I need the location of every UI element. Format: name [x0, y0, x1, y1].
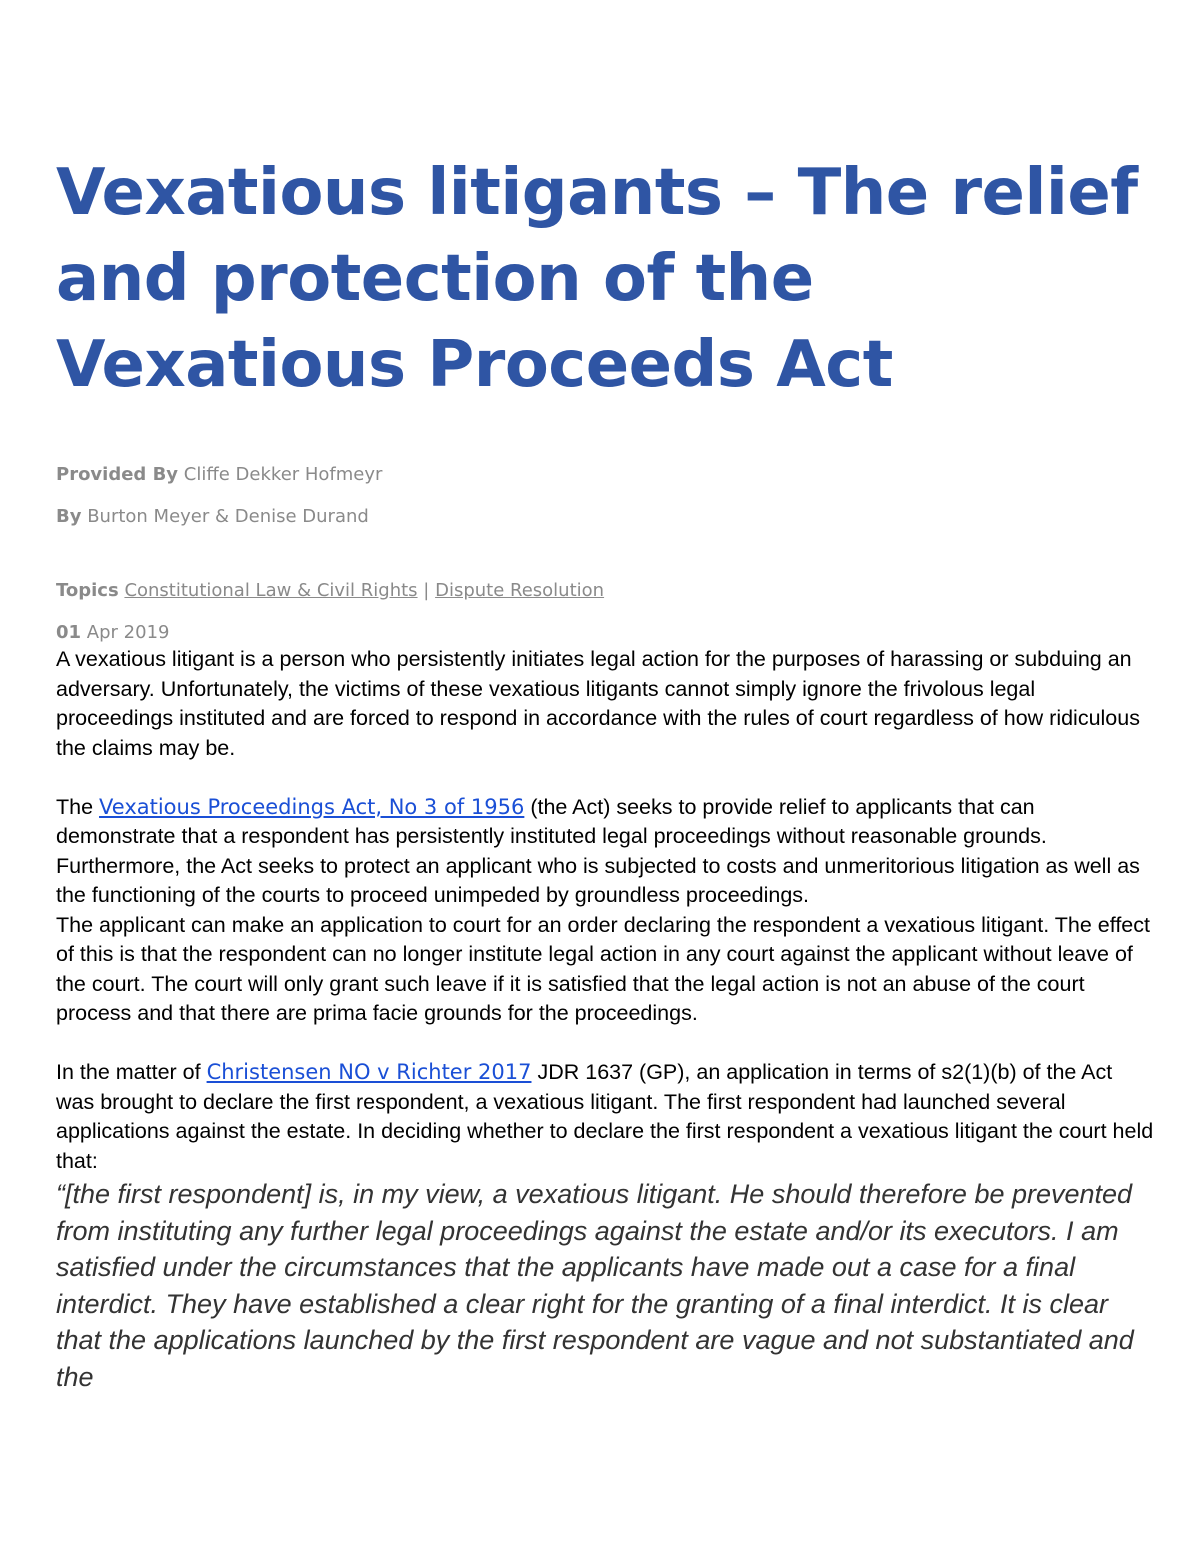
topics: [56, 579, 1156, 603]
publish-date-month-year: Apr 2019: [86, 622, 170, 643]
provided-by-label: Provided By: [56, 464, 179, 485]
court-quote: “[the first respondent] is, in my view, a vexatious litigant. He should therefore be prevented from instituting any further legal proceedings against the estate and/or its executors. I am satisfied under the circumstances that the applicants have made out a case for a final interdict. They have established a clear right for the granting of a final interdict. It is clear that the applications launched by the first respondent are vague and not substantiated and the: [56, 1179, 1134, 1392]
authors-label: By: [56, 506, 82, 527]
authors: [56, 505, 1156, 529]
provider-name: Cliffe Dekker Hofmeyr: [183, 464, 383, 485]
topics-separator: |: [423, 580, 430, 601]
author-names: Burton Meyer & Denise Durand: [87, 506, 369, 527]
paragraph-2-text: (the Act) seeks to provide relief to applicants that can demonstrate that a respondent has persistently instituted legal proceedings without reasonable grounds. Furthermore, the Act seeks to protect an applicant who is subjected to costs and unmeritorious litigation as well as the functioning of the courts to proceed unimpeded by groundless proceedings.: [56, 794, 1140, 907]
article-title: Vexatious litigants – The relief and protection of the Vexatious Proceeds Act: [56, 156, 1138, 402]
paragraph-4-text: JDR 1637 (GP), an application in terms of s2(1)(b) of the Act was brought to declare the first respondent, a vexatious litigant. The first respondent had launched several applications against the estate. In deciding whether to declare the first respondent a vexatious litigant the court held that:: [56, 1060, 1154, 1173]
provided-by: [56, 463, 1156, 487]
paragraph-4: [56, 1058, 1156, 1176]
article: [56, 150, 1156, 1395]
paragraph-gap: [56, 763, 1156, 793]
paragraph-2-prefix: The: [56, 794, 100, 819]
paragraph-2: [56, 793, 1156, 911]
topics-label: Topics: [56, 580, 119, 601]
topic-link-dispute-resolution[interactable]: Dispute Resolution: [435, 580, 605, 601]
paragraph-4-prefix: In the matter of: [56, 1060, 207, 1084]
paragraph-1: A vexatious litigant is a person who persistently initiates legal action for the purposes of harassing or subduing an adversary. Unfortunately, the victims of these vexatious litigants cannot simply ignore the frivolous legal proceedings instituted and are forced to respond in accordance with the rules of court regardless of how ridiculous the claims may be.: [56, 647, 1140, 760]
vexatious-proceedings-act-link[interactable]: Vexatious Proceedings Act, No 3 of 1956: [99, 794, 525, 819]
paragraph-3: The applicant can make an application to court for an order declaring the respondent a vexatious litigant. The effect of this is that the respondent can no longer institute legal action in any court against the applicant without leave of the court. The court will only grant such leave if it is satisfied that the legal action is not an abuse of the court process and that there are prima facie grounds for the proceedings.: [56, 912, 1150, 1025]
christensen-v-richter-link[interactable]: Christensen NO v Richter 2017: [206, 1060, 532, 1084]
publish-date: [56, 621, 1156, 645]
publish-date-day: 01: [56, 622, 82, 643]
topic-link-constitutional-law[interactable]: Constitutional Law & Civil Rights: [124, 580, 418, 601]
paragraph-gap: [56, 1029, 1156, 1059]
